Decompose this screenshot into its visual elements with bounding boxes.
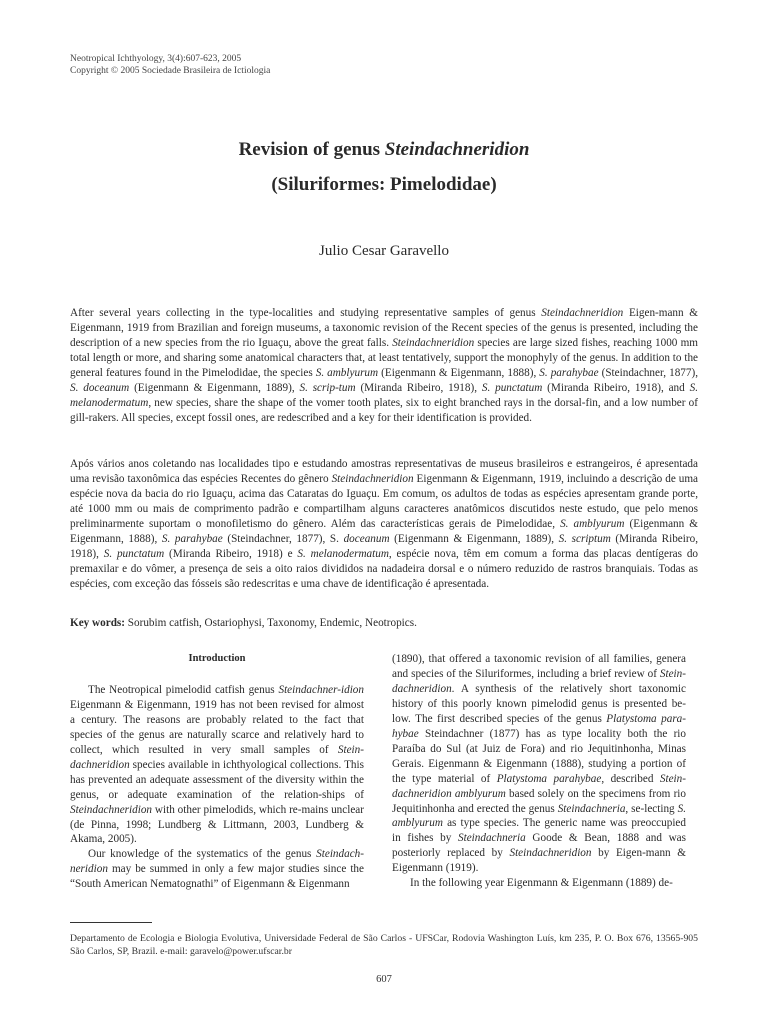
italic-taxon: Stein-dachneridion amblyurum <box>392 772 686 800</box>
title-prefix: Revision of genus <box>238 139 385 160</box>
left-column <box>70 652 364 892</box>
left-paragraph-2: Our knowledge of the systematics of the genus Steindach-neridion may be summed in only a few major studies since the “South American Nematognathi” of Eigenmann & Eigenmann <box>70 848 364 891</box>
italic-taxon: Platystoma para-hybae <box>392 712 686 740</box>
right-column <box>392 652 686 891</box>
introduction-heading: Introduction <box>188 653 246 664</box>
italic-taxon: S. punctatum <box>103 547 165 560</box>
italic-taxon: S. amblyurum <box>392 802 686 830</box>
italic-taxon: doceanum <box>343 532 390 545</box>
paper-title-line2: (Siluriformes: Pimelodidae) <box>271 174 497 195</box>
italic-taxon: S. parahybae <box>539 366 599 379</box>
journal-citation: Neotropical Ichthyology, 3(4):607-623, 2005 <box>70 54 242 64</box>
italic-taxon: S. melanodermatum <box>297 547 389 560</box>
italic-taxon: S. scrip-tum <box>299 381 356 394</box>
title-genus: Steindachneridion <box>384 139 530 160</box>
right-paragraph-2: In the following year Eigenmann & Eigenmann (1889) de- <box>410 877 673 890</box>
keywords <box>70 616 698 631</box>
italic-taxon: Steindach-neridion <box>70 848 364 876</box>
paper-title-line1 <box>0 138 768 162</box>
italic-taxon: Steindachneria <box>557 802 626 815</box>
italic-taxon: Steindachneridion <box>70 803 153 816</box>
journal-header <box>70 54 270 77</box>
right-paragraph-1: (1890), that offered a taxonomic revision of all families, genera and species of the Siluriformes, including a brief review of Stein-dachneridion. A synthesis of the relatively short taxonomic history of this poorly known pimelodid genus is presented be-low. The first described species of the genus Platystoma para-hybae Steindachner (1877) has as type locality both the rio Paraíba do Sul (at Juiz de Fora) and rio Jequitinhonha, Minas Gerais. Eigenmann & Eigenmann (1888), studying a portion of the type material of Platystoma parahybae, described Stein-dachneridion amblyurum based solely on the specimens from rio Jequitinhonha and erected the genus Steindachneria, se-lecting S. amblyurum as type species. The generic name was preoccupied in fishes by Steindachneria Goode & Bean, 1888 and was posteriorly replaced by Steindachneridion by Eigen-mann & Eigenmann (1919). <box>392 653 686 875</box>
italic-taxon: Stein-dachneridion <box>70 743 364 771</box>
italic-taxon: Platystoma parahybae <box>496 772 602 785</box>
italic-taxon: S. amblyurum <box>560 517 625 530</box>
author-name: Julio Cesar Garavello <box>319 243 449 259</box>
page-number: 607 <box>376 974 392 985</box>
italic-taxon: Steindachneridion <box>392 336 475 349</box>
italic-taxon: Steindachneridion <box>541 307 624 319</box>
keywords-label: Key words: <box>70 617 125 629</box>
abstract-portuguese: Após vários anos coletando nas localidades tipo e estudando amostras representativas de museus brasileiros e estrangeiros, é apresentada uma revisão taxonômica das espécies Recentes do gênero Steindachneridion Eigenmann & Eigenmann, 1919, incluindo a descrição de uma espécie nova da bacia do rio Iguaçu, acima das Cataratas do Iguaçu. Em comum, os adultos de todas as espécies apresentam grande porte, até 1000 mm ou mais de comprimento padrão e compartilham alguns caracteres anatômicos discutidos neste estudo, que pelo menos preliminarmente suportam o monofiletismo do gênero. Além das características gerais de Pimelodidae, S. amblyurum (Eigenmann & Eigenmann, 1888), S. parahybae (Steindachner, 1877), S. doceanum (Eigenmann & Eigenmann, 1889), S. scriptum (Miranda Ribeiro, 1918), S. punctatum (Miranda Ribeiro, 1918) e S. melanodermatum, espécie nova, têm em comum a forma das placas dentígeras do premaxilar e do vômer, a presença de seis a oito raios divididos na nadadeira dorsal e o número reduzido de rastros branquiais. Todas as espécies, com exceção das fósseis são redescritas e uma chave de identificação é apresentada. <box>70 458 699 590</box>
italic-taxon: S. melanodermatum <box>70 381 698 409</box>
author-affiliation-footnote: Departamento de Ecologia e Biologia Evolutiva, Universidade Federal de São Carlos - UFSCar, Rodovia Washington Luís, km 235, P. O. Box 676, 13565-905 São Carlos, SP, Brazil. e-mail: garavelo@power.ufscar.br <box>70 933 698 957</box>
italic-taxon: S. punctatum <box>481 381 543 394</box>
abstract-english: After several years collecting in the type-localities and studying representative samples of genus Steindachneridion Eigen-mann & Eigenmann, 1919 from Brazilian and foreign museums, a taxonomic revision of the Recent species of the genus is presented, including the description of a new species from the rio Iguaçu, above the great falls. Steindachneridion species are large sized fishes, reaching 1000 mm total length or more, and sharing some anatomical characters that, at least tentatively, support the monophyly of the genus. In addition to the general features found in the Pimelodidae, the species S. amblyurum (Eigenmann & Eigenmann, 1888), S. parahybae (Steindachner, 1877), S. doceanum (Eigenmann & Eigenmann, 1889), S. scrip-tum (Miranda Ribeiro, 1918), S. punctatum (Miranda Ribeiro, 1918), and S. melanodermatum, new species, share the shape of the vomer tooth plates, six to eight branched rays in the dorsal-fin, and a low number of gill-rakers. All species, except fossil ones, are redescribed and a key for their identification is provided. <box>70 307 698 424</box>
italic-taxon: S. parahybae <box>161 532 223 545</box>
italic-taxon: Steindachneridion <box>509 847 592 860</box>
italic-taxon: Stein-dachneridion <box>392 667 686 695</box>
italic-taxon: S. amblyurum <box>315 366 379 379</box>
italic-taxon: S. scriptum <box>558 532 611 545</box>
italic-taxon: Steindachner-idion <box>278 683 364 696</box>
italic-taxon: Steindachneria <box>458 832 526 845</box>
keywords-text: Sorubim catfish, Ostariophysi, Taxonomy, Endemic, Neotropics. <box>125 617 417 629</box>
copyright-notice: Copyright © 2005 Sociedade Brasileira de Ictiologia <box>70 65 271 76</box>
italic-taxon: S. doceanum <box>70 381 130 394</box>
italic-taxon: Steindachneridion <box>331 472 414 485</box>
footnote-rule <box>70 922 152 923</box>
left-paragraph-1: The Neotropical pimelodid catfish genus Steindachner-idion Eigenmann & Eigenmann, 1919 has not been revised for almost a century. The reasons are probably related to the fact that species of the genus are naturally scarce and relatively hard to collect, which resulted in very small samples of Stein-dachneridion species available in ichthyological collections. This has prevented an adequate assessment of the diversity within the genus, or adequate examination of the relation-ships of Steindachneridion with other pimelodids, which re-mains unclear (de Pinna, 1998; Lundberg & Littmann, 2003, Lundberg & Akama, 2005). <box>70 683 364 846</box>
